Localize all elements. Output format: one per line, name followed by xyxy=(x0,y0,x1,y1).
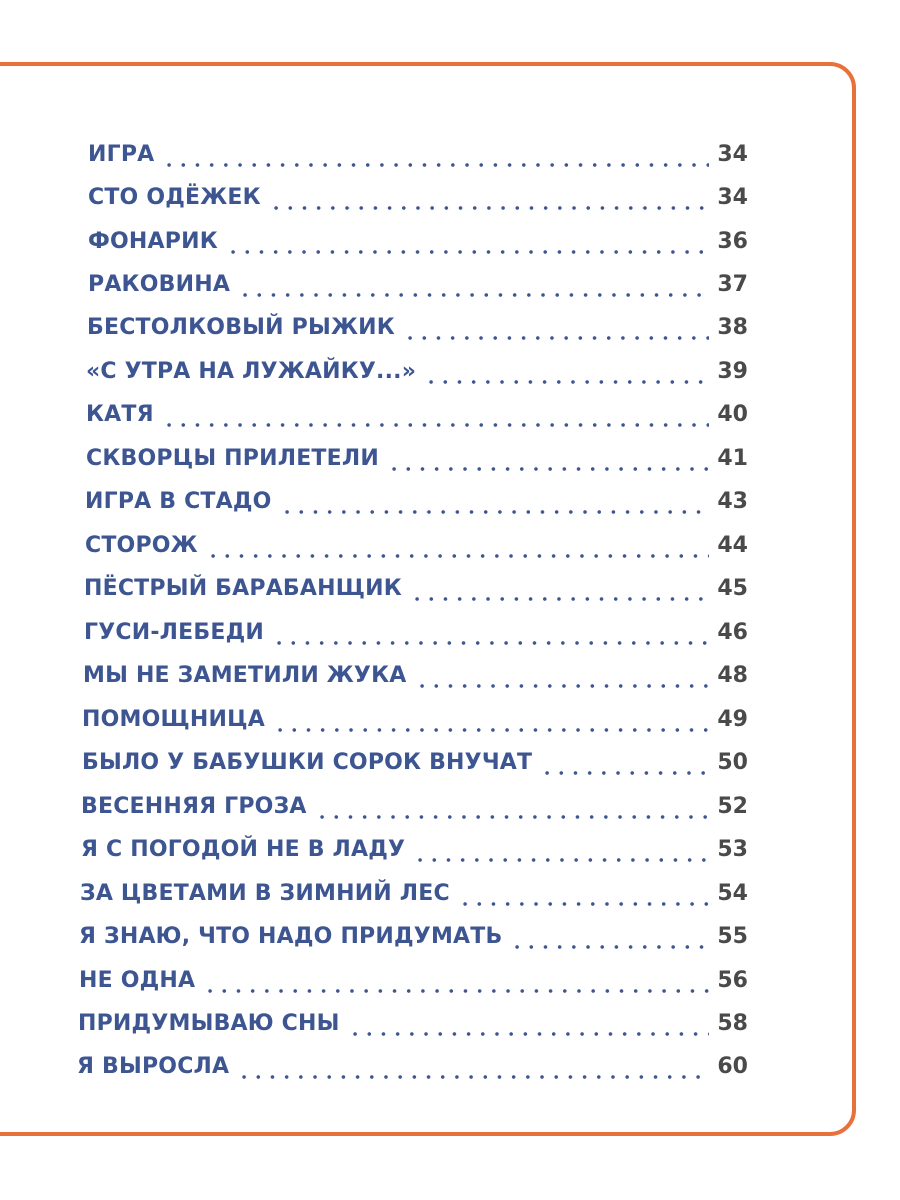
toc-entry[interactable] xyxy=(79,922,748,952)
toc-entry-title: «С УТРА НА ЛУЖАЙКУ...» xyxy=(86,359,417,384)
toc-entry-title: ГУСИ-ЛЕБЕДИ xyxy=(84,620,264,645)
dot-leader xyxy=(238,270,709,300)
toc-entry-page: 34 xyxy=(717,185,748,210)
dot-leader xyxy=(237,1052,709,1082)
toc-entry[interactable] xyxy=(78,1009,748,1039)
toc-entry-page: 53 xyxy=(717,837,748,862)
dot-leader xyxy=(162,400,710,430)
toc-entry-page: 43 xyxy=(717,489,748,514)
toc-entry-title: КАТЯ xyxy=(86,402,154,427)
toc-entry-title: ПОМОЩНИЦА xyxy=(82,707,265,732)
dot-leader xyxy=(203,966,709,996)
toc-entry[interactable] xyxy=(87,313,748,343)
toc-entry-page: 54 xyxy=(717,881,748,906)
toc-entry[interactable] xyxy=(88,183,748,213)
dot-leader xyxy=(424,357,709,387)
toc-entry[interactable] xyxy=(88,270,748,300)
toc-entry[interactable] xyxy=(82,705,748,735)
toc-entry[interactable] xyxy=(81,835,748,865)
toc-entry[interactable] xyxy=(79,966,748,996)
toc-entry[interactable] xyxy=(83,661,748,691)
toc-entry-title: РАКОВИНА xyxy=(88,272,231,297)
toc-entry-page: 40 xyxy=(717,402,748,427)
toc-entry[interactable] xyxy=(85,531,748,561)
toc-entry-page: 55 xyxy=(717,924,748,949)
toc-entry-page: 36 xyxy=(717,229,748,254)
toc-entry[interactable] xyxy=(81,792,748,822)
toc-entry-title: ВЕСЕННЯЯ ГРОЗА xyxy=(81,794,307,819)
toc-entry[interactable] xyxy=(80,879,748,909)
dot-leader xyxy=(510,922,709,952)
toc-entry-title: НЕ ОДНА xyxy=(79,968,196,993)
toc-entry-page: 44 xyxy=(717,533,748,558)
dot-leader xyxy=(273,705,709,735)
dot-leader xyxy=(162,140,709,170)
toc-entry[interactable] xyxy=(77,1052,748,1082)
dot-leader xyxy=(269,183,710,213)
dot-leader xyxy=(206,531,710,561)
toc-entry-title: ИГРА В СТАДО xyxy=(85,489,272,514)
toc-entry[interactable] xyxy=(86,357,748,387)
toc-entry-page: 41 xyxy=(717,446,748,471)
toc-entry-title: Я С ПОГОДОЙ НЕ В ЛАДУ xyxy=(81,837,406,862)
dot-leader xyxy=(280,487,710,517)
toc-entry-page: 50 xyxy=(717,750,748,775)
dot-leader xyxy=(413,835,709,865)
toc-entry-title: ЗА ЦВЕТАМИ В ЗИМНИЙ ЛЕС xyxy=(80,881,450,906)
toc-entry-page: 58 xyxy=(717,1011,748,1036)
toc-entry-title: БЫЛО У БАБУШКИ СОРОК ВНУЧАТ xyxy=(82,750,533,775)
toc-entry-page: 49 xyxy=(717,707,748,732)
toc-entry[interactable] xyxy=(84,574,748,604)
toc-entry-title: ПЁСТРЫЙ БАРАБАНЩИК xyxy=(84,576,402,601)
toc-entry[interactable] xyxy=(88,140,748,170)
toc-entry[interactable] xyxy=(88,227,748,257)
toc-entry-title: СТОРОЖ xyxy=(85,533,198,558)
toc-entry-title: МЫ НЕ ЗАМЕТИЛИ ЖУКА xyxy=(83,663,407,688)
toc-entry-page: 52 xyxy=(717,794,748,819)
toc-entry-page: 38 xyxy=(717,315,748,340)
toc-entry[interactable] xyxy=(82,748,748,778)
toc-entry-page: 60 xyxy=(717,1054,748,1079)
dot-leader xyxy=(540,748,709,778)
toc-entry-title: Я ЗНАЮ, ЧТО НАДО ПРИДУМАТЬ xyxy=(79,924,503,949)
dot-leader xyxy=(403,313,709,343)
toc-entry-page: 48 xyxy=(717,663,748,688)
toc-entry-page: 37 xyxy=(717,272,748,297)
dot-leader xyxy=(226,227,709,257)
toc-entry-page: 39 xyxy=(717,359,748,384)
toc-entry[interactable] xyxy=(86,400,748,430)
dot-leader xyxy=(410,574,709,604)
toc-entry-title: ПРИДУМЫВАЮ СНЫ xyxy=(78,1011,340,1036)
toc-entry[interactable] xyxy=(85,487,748,517)
dot-leader xyxy=(458,879,710,909)
toc-entry-title: БЕСТОЛКОВЫЙ РЫЖИК xyxy=(87,315,395,340)
toc-entry-title: СКВОРЦЫ ПРИЛЕТЕЛИ xyxy=(86,446,379,471)
toc-entry-page: 56 xyxy=(717,968,748,993)
toc-entry-title: СТО ОДЁЖЕК xyxy=(88,185,261,210)
toc-entry-page: 46 xyxy=(717,620,748,645)
toc-entry[interactable] xyxy=(84,618,748,648)
toc-entry-title: ФОНАРИК xyxy=(88,229,218,254)
toc-entry-page: 45 xyxy=(717,576,748,601)
toc-entry-title: Я ВЫРОСЛА xyxy=(77,1054,230,1079)
toc-entry-page: 34 xyxy=(717,142,748,167)
dot-leader xyxy=(348,1009,710,1039)
dot-leader xyxy=(315,792,710,822)
dot-leader xyxy=(415,661,710,691)
toc-entry-title: ИГРА xyxy=(88,142,155,167)
dot-leader xyxy=(387,444,709,474)
dot-leader xyxy=(272,618,709,648)
toc-entry[interactable] xyxy=(86,444,748,474)
